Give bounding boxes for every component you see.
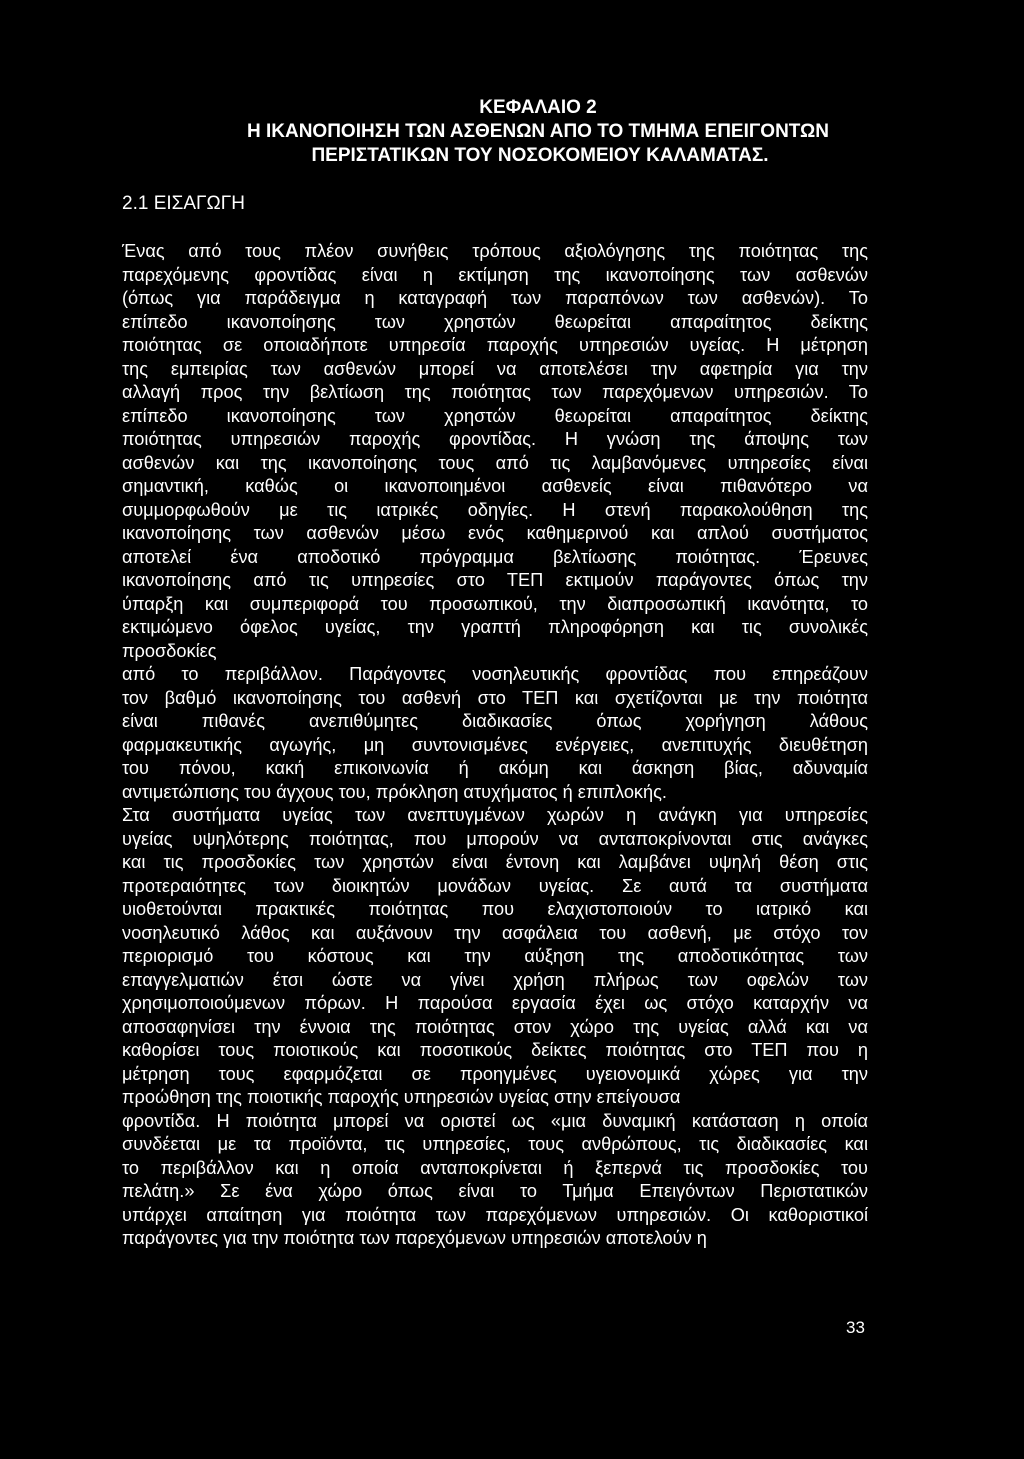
- body-line: και τις προσδοκίες των χρηστών είναι έντονη και λαμβάνει υψηλή θέση στις: [122, 852, 868, 872]
- body-line: ύπαρξη και συμπεριφορά του προσωπικού, την διαπροσωπική ικανότητα, το: [122, 593, 868, 614]
- body-line: αποτελεί ένα αποδοτικό πρόγραμμα βελτίωσης ποιότητας. Έρευνες: [122, 546, 868, 567]
- body-line: Στα συστήματα υγείας των ανεπτυγμένων χωρών η ανάγκη για υπηρεσίες: [122, 805, 868, 825]
- body-line: σημαντική, καθώς οι ικανοποιημένοι ασθενείς είναι πιθανότερο να: [122, 476, 868, 496]
- body-line: προσδοκίες: [122, 640, 217, 661]
- body-line: αλλαγή προς την βελτίωση της ποιότητας των παρεχόμενων υπηρεσιών. Το: [122, 382, 868, 402]
- body-line: υιοθετούνται πρακτικές ποιότητας που ελαχιστοποιούν το ιατρικό και: [122, 899, 868, 919]
- body-line: ασθενών και της ικανοποίησης τους από τις λαμβανόμενες υπηρεσίες είναι: [122, 452, 868, 473]
- body-line: ικανοποίησης από τις υπηρεσίες στο ΤΕΠ εκτιμούν παράγοντες όπως την: [122, 570, 868, 590]
- body-line: υγείας υψηλότερης ποιότητας, που μπορούν να ανταποκρίνονται στις ανάγκες: [122, 828, 868, 849]
- body-line: χρησιμοποιούμενων πόρων. Η παρούσα εργασία έχει ως στόχο καταρχήν να: [122, 993, 868, 1013]
- body-line: υπάρχει απαίτηση για ποιότητα των παρεχόμενων υπηρεσιών. Οι καθοριστικοί: [122, 1204, 868, 1225]
- chapter-heading: ΚΕΦΑΛΑΙΟ 2: [479, 97, 597, 118]
- body-line: του πόνου, κακή επικοινωνία ή ακόμη και άσκηση βίας, αδυναμία: [122, 758, 868, 778]
- body-line: προώθηση της ποιοτικής παροχής υπηρεσιών υγείας στην επείγουσα: [122, 1087, 681, 1107]
- body-line: ικανοποίησης των ασθενών μέσω ενός καθημερινού και απλού συστήματος: [122, 523, 868, 543]
- body-line: επίπεδο ικανοποίησης των χρηστών θεωρείται απαραίτητος δείκτης: [122, 405, 868, 426]
- body-line: ποιότητας σε οποιαδήποτε υπηρεσία παροχής υπηρεσιών υγείας. Η μέτρηση: [122, 335, 868, 355]
- body-line: εκτιμώμενο όφελος υγείας, την γραπτή πληροφόρηση και τις συνολικές: [122, 617, 868, 637]
- body-line: φροντίδα. Η ποιότητα μπορεί να οριστεί ως «μια δυναμική κατάσταση η οποία: [122, 1110, 868, 1131]
- body-line: είναι πιθανές ανεπιθύμητες διαδικασίες όπως χορήγηση λάθους: [122, 711, 868, 731]
- body-line: παρεχόμενης φροντίδας είναι η εκτίμηση της ικανοποίησης των ασθενών: [122, 264, 868, 285]
- body-line: παράγοντες για την ποιότητα των παρεχόμενων υπηρεσιών αποτελούν η: [122, 1228, 707, 1248]
- body-line: συμμορφωθούν με τις ιατρικές οδηγίες. Η στενή παρακολούθηση της: [122, 499, 868, 520]
- body-line: αποσαφηνίσει την έννοια της ποιότητας στον χώρο της υγείας αλλά και να: [122, 1016, 868, 1037]
- body-line: προτεραιότητες των διοικητών μονάδων υγείας. Σε αυτά τα συστήματα: [122, 875, 868, 896]
- body-line: (όπως για παράδειγμα η καταγραφή των παραπόνων των ασθενών). Το: [122, 288, 868, 308]
- body-line: της εμπειρίας των ασθενών μπορεί να αποτελέσει την αφετηρία για την: [122, 358, 868, 379]
- body-line: συνδέεται με τα προϊόντα, τις υπηρεσίες, τους ανθρώπους, τις διαδικασίες και: [122, 1134, 868, 1154]
- body-paragraph: [122, 240, 868, 1251]
- body-line: περιορισμό του κόστους και την αύξηση της αποδοτικότητας των: [122, 946, 868, 966]
- body-line: τον βαθμό ικανοποίησης του ασθενή στο ΤΕΠ και σχετίζονται με την ποιότητα: [122, 687, 868, 708]
- chapter-title-line-2: ΠΕΡΙΣΤΑΤΙΚΩΝ ΤΟΥ ΝΟΣΟΚΟΜΕΙΟΥ ΚΑΛΑΜΑΤΑΣ.: [311, 145, 769, 166]
- body-line: από το περιβάλλον. Παράγοντες νοσηλευτικής φροντίδας που επηρεάζουν: [122, 664, 868, 684]
- body-line: το περιβάλλον και η οποία ανταποκρίνεται ή ξεπερνά τις προσδοκίες του: [122, 1157, 868, 1178]
- body-line: καθορίσει τους ποιοτικούς και ποσοτικούς δείκτες ποιότητας στο ΤΕΠ που η: [122, 1040, 868, 1060]
- body-line: ποιότητας υπηρεσιών παροχής φροντίδας. Η γνώση της άποψης των: [122, 429, 868, 449]
- body-line: μέτρηση τους εφαρμόζεται σε προηγμένες υγειονομικά χώρες για την: [122, 1063, 868, 1084]
- body-line: επίπεδο ικανοποίησης των χρηστών θεωρείται απαραίτητος δείκτης: [122, 311, 868, 332]
- body-line: νοσηλευτικό λάθος και αυξάνουν την ασφάλεια του ασθενή, με στόχο τον: [122, 922, 868, 943]
- section-heading: 2.1 ΕΙΣΑΓΩΓΗ: [122, 193, 245, 214]
- body-line: Ένας από τους πλέον συνήθεις τρόπους αξιολόγησης της ποιότητας της: [122, 241, 868, 261]
- body-line: επαγγελματιών έτσι ώστε να γίνει χρήση πλήρως των οφελών των: [122, 969, 868, 990]
- chapter-title-line-1: Η ΙΚΑΝΟΠΟΙΗΣΗ ΤΩΝ ΑΣΘΕΝΩΝ ΑΠΟ ΤΟ ΤΜΗΜΑ ΕΠΕΙΓΟΝΤΩΝ: [246, 121, 830, 142]
- body-line: φαρμακευτικής αγωγής, μη συντονισμένες ενέργειες, ανεπιτυχής διευθέτηση: [122, 734, 868, 755]
- page-number: 33: [846, 1318, 865, 1337]
- body-line: πελάτη.» Σε ένα χώρο όπως είναι το Τμήμα Επειγόντων Περιστατικών: [122, 1181, 868, 1201]
- body-line: αντιμετώπισης του άγχους του, πρόκληση ατυχήματος ή επιπλοκής.: [122, 781, 667, 802]
